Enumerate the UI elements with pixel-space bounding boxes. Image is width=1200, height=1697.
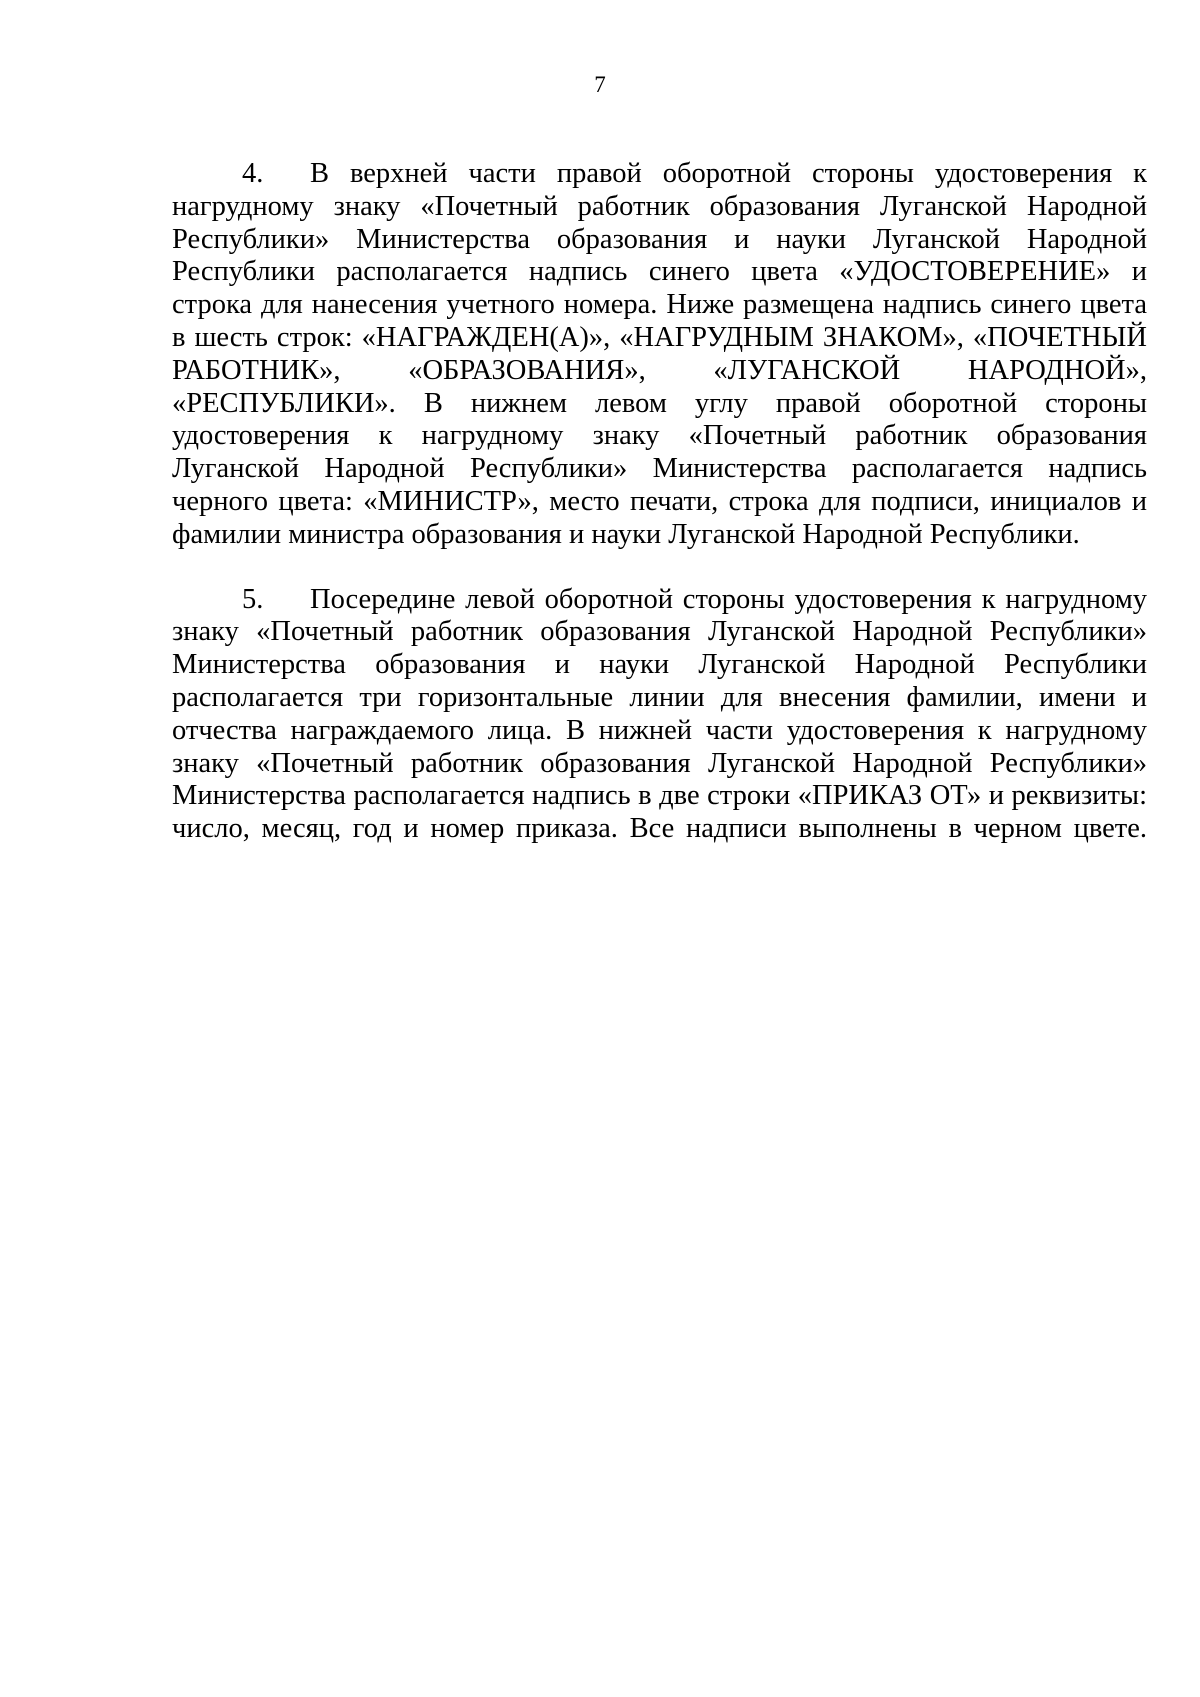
paragraph-text: Посередине левой оборотной стороны удостоверения к нагрудному знаку «Почетный работник образования Луганской Народной Республики» Министерства образования и науки Луганской Народной Республики располагается три горизонтальные линии для внесения фамилии, имени и отчества награждаемого лица. В нижней части удостоверения к нагрудному знаку «Почетный работник образования Луганской Народной Республики» Министерства располагается надпись в две строки «ПРИКАЗ ОТ» и реквизиты: число, месяц, год и номер приказа. Все надписи выполнены в черном цвете. (172, 583, 1147, 845)
paragraph-text: В верхней части правой оборотной стороны удостоверения к нагрудному знаку «Почетный работник образования Луганской Народной Республики» Министерства образования и науки Луганской Народной Республики располагается надпись синего цвета «УДОСТОВЕРЕНИЕ» и строка для нанесения учетного номера. Ниже размещена надпись синего цвета в шесть строк: «НАГРАЖДЕН(А)», «НАГРУДНЫМ ЗНАКОМ», «ПОЧЕТНЫЙ РАБОТНИК», «ОБРАЗОВАНИЯ», «ЛУГАНСКОЙ НАРОДНОЙ», «РЕСПУБЛИКИ». В нижнем левом углу правой оборотной стороны удостоверения к нагрудному знаку «Почетный работник образования Луганской Народной Республики» Министерства располагается надпись черного цвета: «МИНИСТР», место печати, строка для подписи, инициалов и фамилии министра образования и науки Луганской Народной Республики. (172, 158, 1147, 550)
paragraph-4 (172, 158, 1147, 552)
document-body (172, 158, 1147, 846)
page-number: 7 (594, 72, 606, 97)
paragraph-number: 4. (242, 158, 264, 189)
paragraph-number: 5. (242, 583, 264, 615)
paragraph-5 (172, 584, 1147, 846)
